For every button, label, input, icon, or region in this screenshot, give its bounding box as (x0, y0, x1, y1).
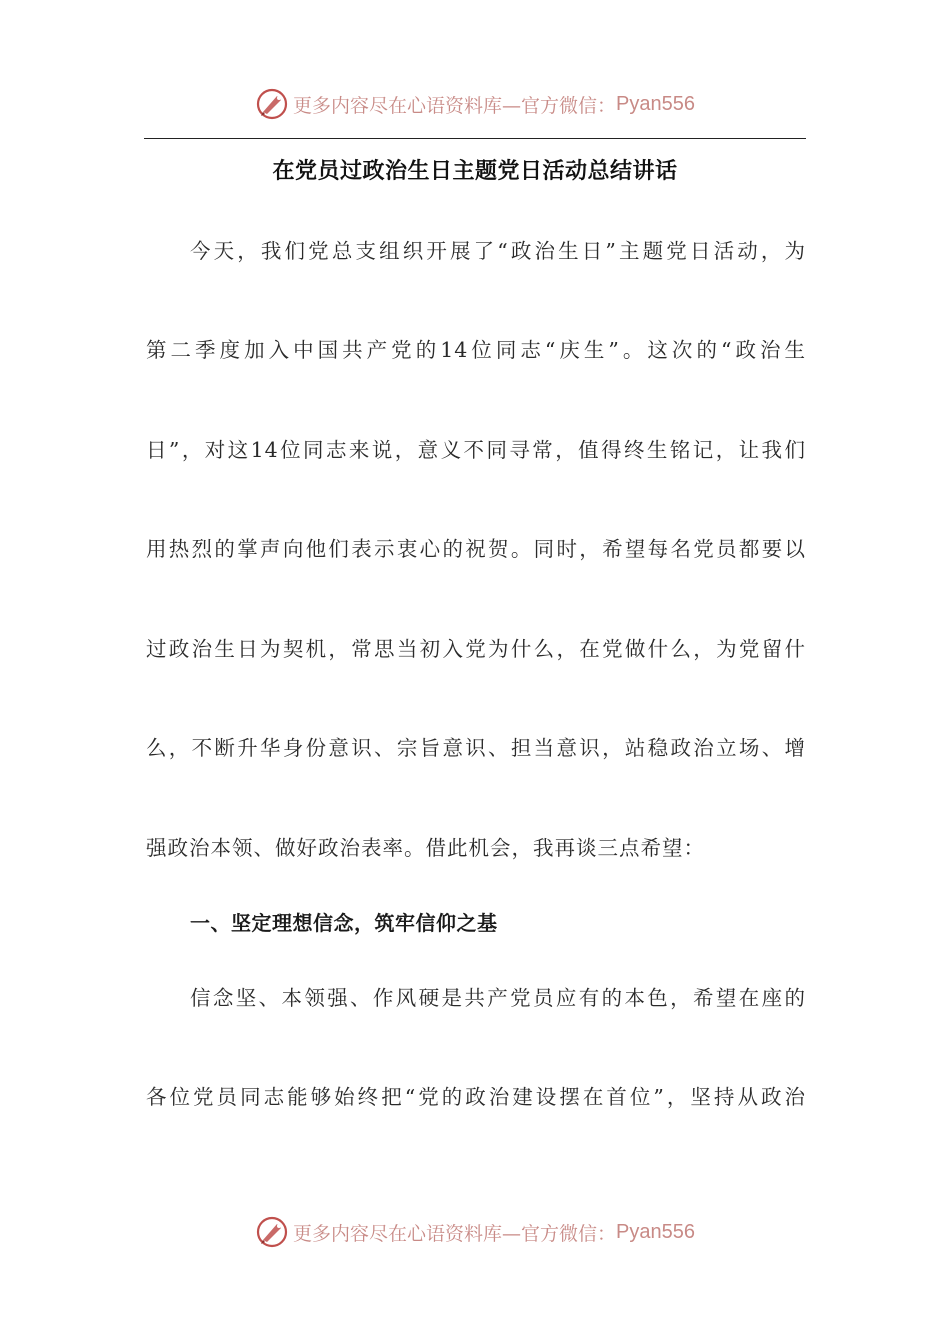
paragraph-line: 强政治本领、做好政治表率。借此机会，我再谈三点希望： (146, 836, 705, 860)
paragraph-line: 今天，我们党总支组织开展了“政治生日”主题党日活动，为 (190, 239, 806, 263)
footer-banner-wechat-id: Pyan556 (616, 1220, 695, 1243)
pen-logo-icon (255, 87, 289, 121)
paragraph-line: 过政治生日为契机，常思当初入党为什么，在党做什么，为党留什 (146, 637, 806, 661)
paragraph-line: 日”，对这14位同志来说，意义不同寻常，值得终生铭记，让我们 (146, 438, 806, 462)
section-heading: 一、坚定理想信念，筑牢信仰之基 (190, 911, 498, 935)
paragraph-line: 第二季度加入中国共产党的14位同志“庆生”。这次的“政治生 (146, 338, 806, 362)
header-banner-wechat-id: Pyan556 (616, 92, 695, 115)
document-title: 在党员过政治生日主题党日活动总结讲话 (272, 159, 678, 184)
header-banner-text: 更多内容尽在心语资料库—官方微信： (293, 94, 617, 117)
footer-banner-text: 更多内容尽在心语资料库—官方微信： (293, 1222, 617, 1245)
paragraph-line: 各位党员同志能够始终把“党的政治建设摆在首位”，坚持从政治 (146, 1085, 806, 1109)
paragraph-line: 信念坚、本领强、作风硬是共产党员应有的本色，希望在座的 (190, 986, 806, 1010)
pen-logo-icon (255, 1215, 289, 1249)
paragraph-line: 用热烈的掌声向他们表示衷心的祝贺。同时，希望每名党员都要以 (146, 537, 806, 561)
header-divider (144, 138, 806, 139)
header-banner (0, 84, 950, 124)
paragraph-line: 么，不断升华身份意识、宗旨意识、担当意识，站稳政治立场、增 (146, 736, 806, 760)
footer-banner (0, 1212, 950, 1252)
